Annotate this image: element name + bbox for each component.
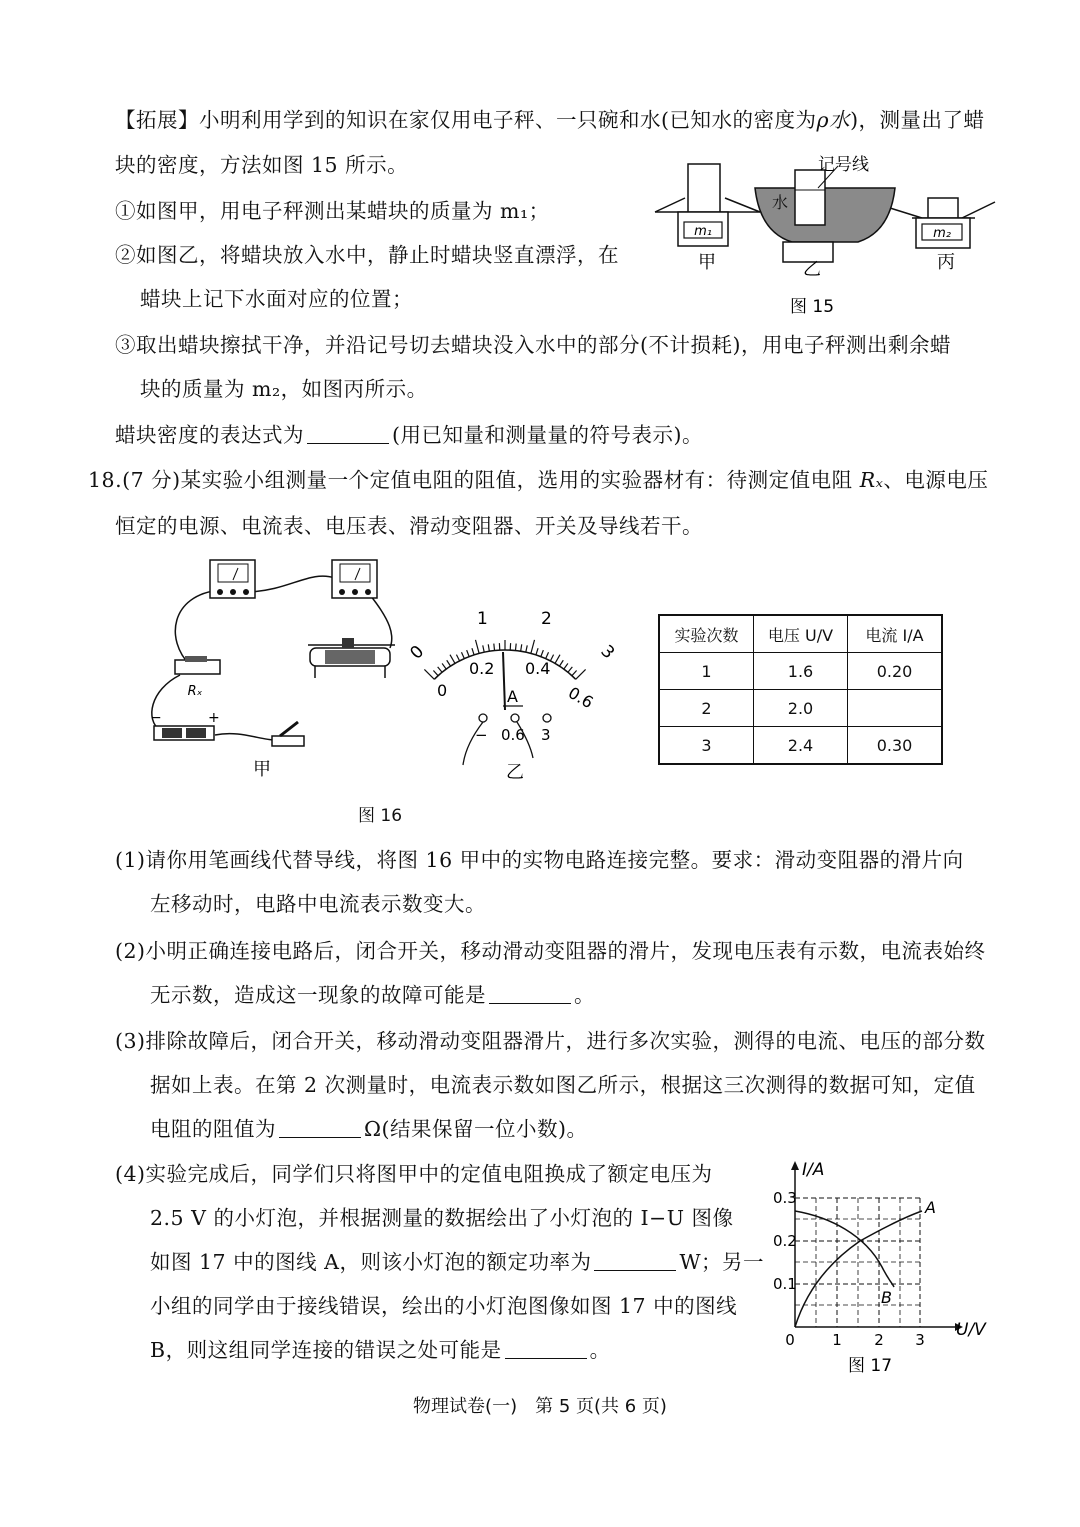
figure-15 [650, 150, 1000, 320]
sub4-line-a: (4)实验完成后，同学们只将图甲中的定值电阻换成了额定电压为 [115, 1162, 713, 1186]
sub3-line-a: (3)排除故障后，闭合开关，移动滑动变阻器滑片，进行多次实验，测得的电流、电压的部分数 [115, 1029, 986, 1053]
svg-text:0.1: 0.1 [773, 1275, 797, 1293]
dial-tick [450, 655, 455, 664]
dial-tick [568, 667, 572, 672]
answer-blank-density[interactable] [307, 423, 389, 444]
svg-text:甲: 甲 [253, 759, 271, 780]
y-axis-label: I/A [802, 1160, 825, 1180]
table-cell-empty-current[interactable] [848, 690, 943, 727]
table-header: 电流 I/A [848, 615, 943, 653]
table-header: 电压 U/V [754, 615, 848, 653]
dial-label-bottom-0: 0 [437, 681, 448, 700]
voltmeter-icon [210, 560, 255, 598]
dial-tick [467, 650, 470, 657]
dial-tick [456, 655, 459, 661]
answer-blank-resistance[interactable] [279, 1117, 361, 1138]
svg-text:0.3: 0.3 [773, 1189, 797, 1207]
x-axis-label: U/V [956, 1320, 986, 1340]
answer-blank-power[interactable] [594, 1250, 676, 1271]
extension-line-2: 块的密度，方法如图 15 所示。 [115, 153, 409, 177]
svg-text:m₁: m₁ [694, 224, 712, 239]
dial-tick [447, 660, 451, 666]
figure-17-graph [770, 1155, 1000, 1380]
density-expression: 蜡块密度的表达式为 (用已知量和测量量的符号表示)。 [115, 423, 703, 447]
q18-line-1: 18.(7 分)某实验小组测量一个定值电阻的阻值，选用的实验器材有：待测定值电阻 Rₓ、电源电压 [88, 468, 989, 492]
svg-text:−: − [475, 726, 488, 744]
figure-16-ammeter-dial [405, 600, 635, 785]
answer-blank-fault[interactable] [489, 983, 571, 1004]
dial-label-bottom-2: 0.4 [525, 659, 551, 678]
sub2-line-b: 无示数，造成这一现象的故障可能是 。 [150, 983, 595, 1007]
dial-tick [494, 644, 495, 651]
figure-16-caption: 图 16 [358, 806, 403, 826]
answer-blank-error[interactable] [505, 1338, 587, 1359]
svg-text:Rₓ: Rₓ [187, 684, 203, 699]
water-label: 水 [772, 193, 789, 212]
dial-tick [424, 669, 434, 679]
rheostat-icon [308, 638, 395, 678]
resistor-rx-icon [175, 656, 220, 699]
dial-tick [433, 670, 438, 675]
dial-tick [576, 669, 586, 679]
dial-needle [503, 652, 505, 710]
step-1: ①如图甲，用电子秤测出某蜡块的质量为 m₁； [115, 199, 550, 223]
sub3-line-b: 据如上表。在第 2 次测量时，电流表示数如图乙所示，根据这三次测得的数据可知，定值 [150, 1073, 976, 1097]
bowl-yi [755, 155, 895, 262]
dial-tick [515, 644, 516, 651]
wax-block-yi [795, 170, 825, 225]
figure-15-caption: 图 15 [789, 297, 835, 317]
dial-label-top-0: 0 [406, 641, 429, 664]
dial-tick [536, 648, 538, 655]
dial-tick [483, 645, 484, 652]
dial-tick [438, 667, 442, 672]
dial-tick [541, 650, 544, 657]
mark-line-label: 记号线 [818, 155, 869, 175]
sub1-line-b: 左移动时，电路中电流表示数变大。 [150, 892, 486, 916]
dial-tick [475, 640, 479, 654]
dial-tick [488, 644, 489, 651]
step-2a: ②如图乙，将蜡块放入水中，静止时蜡块竖直漂浮，在 [115, 243, 619, 267]
dial-tick [546, 652, 549, 658]
svg-text:0.6: 0.6 [501, 726, 525, 744]
dial-label-top-3: 3 [596, 641, 619, 664]
q18-line-2: 恒定的电源、电流表、电压表、滑动变阻器、开关及导线若干。 [115, 514, 703, 538]
step-2b: 蜡块上记下水面对应的位置； [140, 287, 413, 311]
dial-tick [550, 655, 553, 661]
table-header: 实验次数 [659, 615, 754, 653]
svg-text:3: 3 [915, 1331, 925, 1349]
curve-b-label: B [881, 1288, 892, 1307]
dial-tick [559, 660, 563, 666]
wax-block-bing [928, 198, 958, 218]
svg-text:−: − [150, 710, 162, 726]
page-footer: 物理试卷(一) 第 5 页(共 6 页) [413, 1396, 667, 1417]
dial-label-bottom-3: 0.6 [565, 683, 597, 713]
figure-16-circuit [140, 550, 420, 780]
data-table [658, 614, 943, 765]
switch-icon [272, 722, 304, 746]
extension-line-1: 【拓展】小明利用学到的知识在家仅用电子秤、一只碗和水(已知水的密度为ρ水)，测量出了蜡 [115, 108, 985, 132]
svg-text:乙: 乙 [506, 762, 524, 783]
sub1-line-a: (1)请你用笔画线代替导线，将图 16 甲中的实物电路连接完整。要求：滑动变阻器的滑片向 [115, 848, 964, 872]
dial-tick [472, 648, 474, 655]
table-row: 2 2.0 [659, 690, 942, 727]
dial-tick [521, 644, 522, 651]
curve-a [795, 1211, 922, 1327]
table-header-row [659, 615, 942, 653]
dial-tick [442, 663, 446, 669]
dial-tick [461, 652, 464, 658]
dial-label-bottom-1: 0.2 [469, 659, 495, 678]
dial-tick [564, 663, 568, 669]
dial-tick [555, 655, 560, 664]
dial-ticks [424, 640, 585, 679]
svg-text:m₂: m₂ [933, 226, 951, 241]
svg-text:0: 0 [785, 1331, 795, 1349]
curve-a-label: A [925, 1198, 936, 1217]
rho-water-symbol: ρ水 [816, 108, 851, 132]
sub4-line-d: 小组的同学由于接线错误，绘出的小灯泡图像如图 17 中的图线 [150, 1294, 738, 1318]
svg-text:0.2: 0.2 [773, 1232, 797, 1250]
ammeter-icon [332, 560, 377, 598]
svg-text:1: 1 [832, 1331, 842, 1349]
dial-arc [434, 650, 575, 679]
figure-17-caption: 图 17 [847, 1356, 893, 1376]
scale-bing [890, 198, 995, 248]
table-row: 1 1.6 0.20 [659, 653, 942, 690]
dial-label-top-1: 1 [477, 609, 488, 629]
svg-text:甲: 甲 [698, 252, 716, 273]
wax-block-jia [688, 164, 720, 212]
svg-text:3: 3 [541, 726, 551, 744]
svg-text:+: + [208, 710, 220, 726]
dial-unit: A [507, 687, 518, 706]
sub4-line-b: 2.5 V 的小灯泡，并根据测量的数据绘出了小灯泡的 I−U 图像 [150, 1206, 734, 1230]
graph-grid [795, 1198, 920, 1327]
dial-tick [572, 670, 577, 675]
scale-jia [655, 164, 760, 246]
dial-tick [526, 645, 527, 652]
svg-text:2: 2 [874, 1331, 884, 1349]
table-row: 3 2.4 0.30 [659, 727, 942, 765]
dial-tick [531, 640, 535, 654]
step-3b: 块的质量为 m₂，如图丙所示。 [140, 377, 428, 401]
svg-text:乙: 乙 [803, 259, 821, 280]
step-3a: ③取出蜡块擦拭干净，并沿记号切去蜡块没入水中的部分(不计损耗)，用电子秤测出剩余蜡 [115, 333, 951, 357]
sub4-line-e: B，则这组同学连接的错误之处可能是 。 [150, 1338, 611, 1362]
dial-label-top-2: 2 [541, 609, 552, 629]
sub3-line-c: 电阻的阻值为 Ω(结果保留一位小数)。 [150, 1117, 588, 1141]
battery-icon [150, 710, 220, 740]
svg-text:丙: 丙 [937, 252, 955, 273]
sub4-line-c: 如图 17 中的图线 A，则该小灯泡的额定功率为 W；另一 [150, 1250, 765, 1274]
sub2-line-a: (2)小明正确连接电路后，闭合开关，移动滑动变阻器的滑片，发现电压表有示数，电流表始终 [115, 939, 986, 963]
